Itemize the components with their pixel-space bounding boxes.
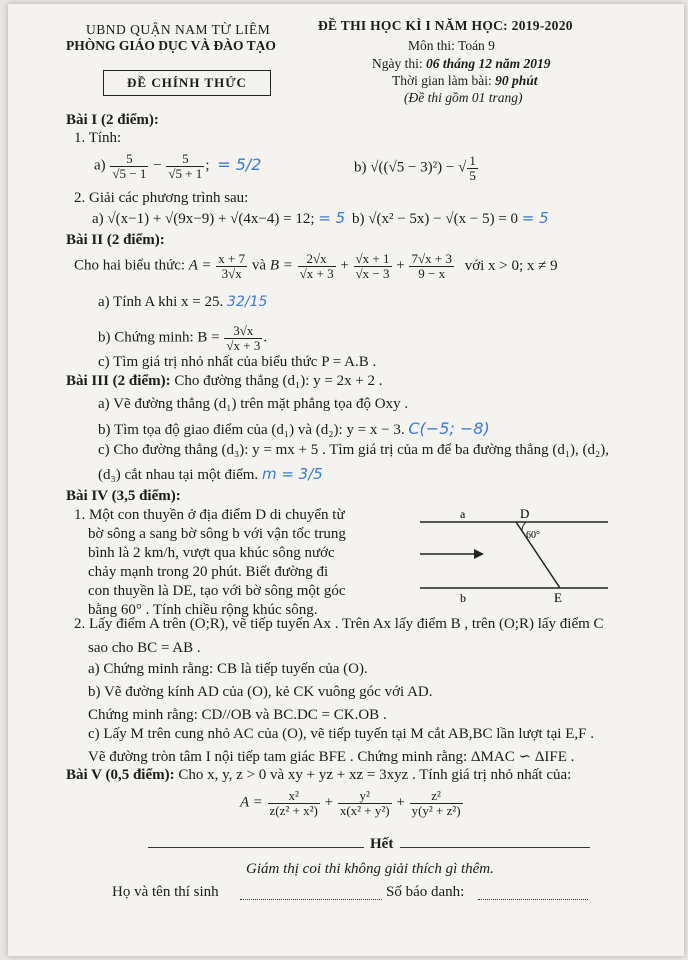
- candidate-name-label: Họ và tên thí sinh: [112, 884, 219, 900]
- condition: với x > 0; x ≠ 9: [464, 257, 558, 274]
- exam-date: 06 tháng 12 năm 2019: [426, 56, 551, 71]
- handwritten-answer-q3c: m = 3/5: [261, 465, 323, 483]
- q4-1-line1: 1. Một con thuyền ở địa điểm D di chuyển từ: [74, 507, 345, 523]
- q1b-frac: $\frac{1}{5}$: [469, 153, 476, 183]
- q2-a: [98, 294, 267, 311]
- formula-lhs: A =: [240, 794, 263, 811]
- label-a: a: [460, 507, 466, 521]
- exam-time: 90 phút: [495, 73, 538, 88]
- formula-term3: $\frac{\text{z²}}{\text{y(y² + z²)}}$: [411, 788, 461, 818]
- department-name: PHÒNG GIÁO DỤC VÀ ĐÀO TẠO: [66, 38, 276, 53]
- q2b-text: b) √(x² − 5x) − √(x − 5) = 0: [352, 211, 519, 227]
- and-word: và: [251, 257, 267, 274]
- page-count: (Đề thi gồm 01 trang): [404, 90, 523, 105]
- q1b-label: b): [354, 159, 367, 176]
- q1a-label: a): [94, 157, 106, 174]
- q1b: b) √((√5 − 3)²) − √ $\frac{1}{5}$: [354, 153, 476, 183]
- bai5-text: Cho x, y, z > 0 và xy + yz + xz = 3xyz . Tính giá trị nhỏ nhất của:: [178, 767, 572, 783]
- candidate-name-blank: [240, 898, 382, 900]
- candidate-name-line: [112, 884, 219, 901]
- handwritten-answer-q2b: = 5: [521, 209, 549, 227]
- q2a-text: a) √(x−1) + √(9x−9) + √(4x−4) = 12;: [92, 211, 315, 227]
- q1a-frac2: $\frac{5}{√5 + 1}$: [168, 151, 203, 181]
- formula-term1: $\frac{\text{x²}}{\text{z(z² + x²)}}$: [269, 788, 318, 818]
- section-3-title: Bài III (2 điểm):: [66, 373, 171, 389]
- end-mark: Hết: [370, 836, 394, 852]
- end-rule-right: [400, 847, 590, 848]
- section-5-heading: [66, 767, 571, 784]
- q4-2-line1: 2. Lấy điểm A trên (O;R), vẽ tiếp tuyến Ax . Trên Ax lấy điểm B , trên (O;R) lấy điểm C: [74, 616, 604, 632]
- proctor-note: Giám thị coi thi không giải thích gì thêm.: [246, 861, 494, 877]
- date-label: Ngày thi:: [372, 56, 423, 71]
- q4-1-line4: chảy mạnh trong 20 phút. Biết đường đi: [88, 564, 329, 580]
- sbd-label: Số báo danh:: [386, 884, 465, 900]
- handwritten-answer-bai2a: 32/15: [227, 294, 268, 310]
- handwritten-answer-q3b: C(−5; −8): [408, 419, 490, 438]
- time-label: Thời gian làm bài:: [392, 73, 492, 88]
- formula-term2: $\frac{\text{y²}}{\text{x(x² + y²)}}$: [339, 788, 390, 818]
- exam-title: ĐỀ THI HỌC KÌ I NĂM HỌC: 2019-2020: [318, 18, 573, 33]
- q2-heading: 2. Giải các phương trình sau:: [74, 190, 249, 206]
- B-eq: B =: [269, 257, 293, 274]
- q2a: [92, 209, 345, 228]
- q3b-text: b) Tìm tọa độ giao điểm của (d₁) và (d₂): y = x − 3.: [98, 422, 405, 438]
- handwritten-answer-q1a: = 5/2: [217, 154, 262, 174]
- official-stamp-box: ĐỀ CHÍNH THỨC: [103, 70, 271, 96]
- river-diagram: [408, 502, 618, 612]
- expressions-line: Cho hai biểu thức: A = $\frac{x + 7}{3√x}$ và B = $\frac{2√x}{√x + 3}$ + $\frac{√x + 1}{√x - 3}$ + $\frac{7√x + 3}{9 - x}$ với x > 0; x ≠ 9: [74, 251, 558, 281]
- label-E: E: [554, 590, 562, 605]
- bai3-intro: Cho đường thẳng (d₁): y = 2x + 2 .: [174, 373, 383, 389]
- q2-b: b) Chứng minh: B = $\frac{3√x}{√x + 3}$ .: [98, 323, 268, 353]
- B-frac2: $\frac{√x + 1}{√x - 3}$: [355, 251, 390, 281]
- label-D: D: [520, 506, 530, 521]
- B-frac3: $\frac{7√x + 3}{9 - x}$: [411, 251, 452, 281]
- q4-1-line5: con thuyền là DE, tạo với bờ sông một góc: [88, 583, 346, 599]
- A-eq: A =: [188, 257, 212, 274]
- section-1-title: Bài I (2 điểm):: [66, 112, 159, 128]
- exam-paper: [8, 4, 684, 956]
- q4-2-c2: Vẽ đường tròn tâm I nội tiếp tam giác BFE . Chứng minh rằng: ΔMAC ∽ ΔIFE .: [88, 749, 575, 765]
- q1a: a) $\frac{5}{√5 - 1}$ − $\frac{5}{√5 + 1}$ ; = 5/2: [94, 151, 262, 181]
- current-arrowhead: [474, 549, 484, 559]
- q2a-line: a) Tính A khi x = 25.: [98, 294, 224, 310]
- q4-1-line2: bờ sông a sang bờ sông b với vận tốc trung: [88, 526, 346, 542]
- date-line: [372, 56, 551, 72]
- q4-2-b2: Chứng minh rằng: CD//OB và BC.DC = CK.OB .: [88, 707, 387, 723]
- q4-1-line3: bình là 2 km/h, vượt qua khúc sông nước: [88, 545, 335, 561]
- q2-c: c) Tìm giá trị nhỏ nhất của biểu thức P = A.B .: [98, 354, 377, 370]
- q3-a: a) Vẽ đường thẳng (d₁) trên mặt phẳng tọa độ Oxy .: [98, 396, 409, 412]
- sbd-blank: [478, 898, 588, 900]
- q1a-tail: ;: [205, 157, 210, 174]
- B-frac1: $\frac{2√x}{√x + 3}$: [299, 251, 334, 281]
- section-5-title: Bài V (0,5 điểm):: [66, 767, 175, 783]
- q3c-text: (d₃) cắt nhau tại một điểm.: [98, 467, 259, 483]
- q1-heading: 1. Tính:: [74, 130, 122, 146]
- label-b: b: [460, 591, 466, 605]
- section-4-title: Bài IV (3,5 điểm):: [66, 488, 181, 504]
- q1a-frac1: $\frac{5}{√5 - 1}$: [112, 151, 147, 181]
- q3-c-line1: c) Cho đường thẳng (d₃): y = mx + 5 . Tìm giá trị của m để ba đường thẳng (d₁), (d₂),: [98, 442, 610, 458]
- district-name: UBND QUẬN NAM TỪ LIÊM: [86, 22, 271, 37]
- section-3-heading: [66, 373, 383, 390]
- bai5-formula: A = $\frac{\text{x²}}{\text{z(z² + x²)}}$ + $\frac{\text{y²}}{\text{x(x² + y²)}}$ + $\frac{\text{z²}}{\text{y(y² + z²)}}$: [240, 788, 461, 818]
- q2b: [352, 209, 549, 228]
- q4-2-c: c) Lấy M trên cung nhỏ AC của (O), vẽ tiếp tuyến tại M cắt AB,BC lần lượt tại E,F .: [88, 726, 594, 742]
- q4-2-a: a) Chứng minh rằng: CB là tiếp tuyến của (O).: [88, 661, 368, 677]
- subject-line: Môn thi: Toán 9: [408, 38, 495, 53]
- A-frac: $\frac{x + 7}{3√x}$: [218, 251, 246, 281]
- q4-2-line2: sao cho BC = AB .: [88, 640, 201, 656]
- q2b-line: b) Chứng minh: B =: [98, 329, 220, 346]
- q4-1-line6: bằng 60° . Tính chiều rộng khúc sông.: [88, 602, 318, 618]
- bai2-intro: Cho hai biểu thức:: [74, 257, 186, 274]
- q3-c-line2: [98, 465, 323, 484]
- end-rule-left: [148, 847, 364, 848]
- q4-2-b: b) Vẽ đường kính AD của (O), kẻ CK vuông góc với AD.: [88, 684, 433, 700]
- q3-b: [98, 419, 490, 439]
- B-simplified-frac: $\frac{3√x}{√x + 3}$: [226, 323, 261, 353]
- label-angle: 60°: [526, 530, 540, 541]
- section-2-title: Bài II (2 điểm):: [66, 232, 165, 248]
- handwritten-answer-q2a: = 5: [318, 209, 346, 227]
- time-line: [392, 73, 538, 89]
